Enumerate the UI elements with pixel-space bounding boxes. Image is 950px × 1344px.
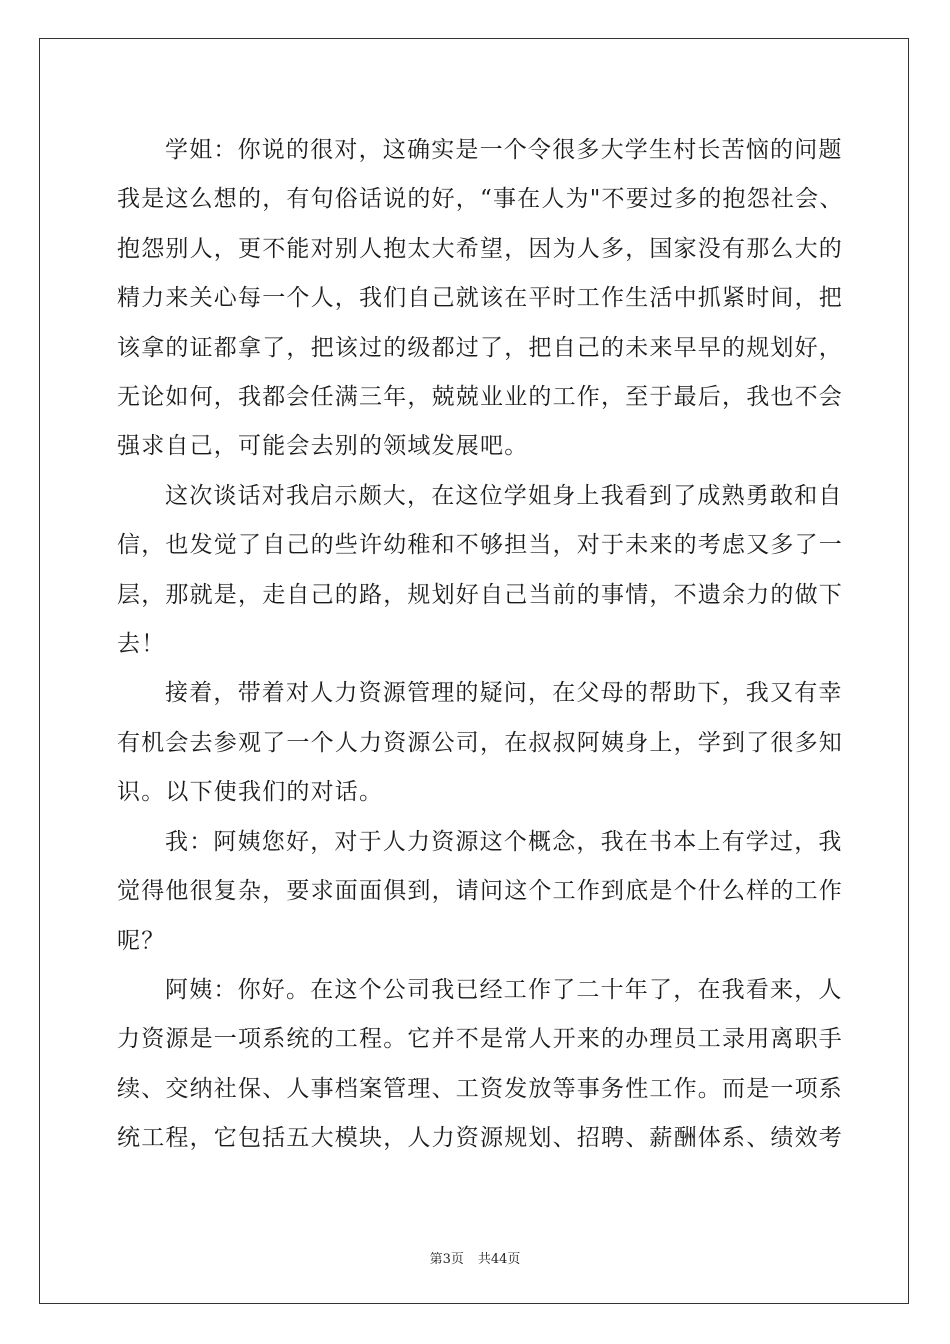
text-line: 续、交纳社保、人事档案管理、工资发放等事务性工作。而是一项系	[117, 1075, 843, 1102]
paragraph	[117, 126, 844, 472]
text-line: 抱怨别人，更不能对别人抱太大希望，因为人多，国家没有那么大的	[117, 235, 843, 262]
page-total: 共44页	[477, 1252, 521, 1267]
text-line: 我：阿姨您好，对于人力资源这个概念，我在书本上有学过，我	[165, 828, 843, 855]
text-line: 阿姨：你好。在这个公司我已经工作了二十年了，在我看来，人	[165, 976, 843, 1003]
text-line: 去！	[117, 631, 166, 658]
text-line: 信，也发觉了自己的些许幼稚和不够担当，对于未来的考虑又多了一	[117, 532, 843, 559]
text-line: 呢？	[117, 927, 166, 954]
text-line: 学姐：你说的很对，这确实是一个令很多大学生村长苦恼的问题	[165, 137, 843, 163]
text-line: 这次谈话对我启示颇大，在这位学姐身上我看到了成熟勇敢和自	[165, 482, 843, 509]
text-line: 接着，带着对人力资源管理的疑问，在父母的帮助下，我又有幸	[165, 680, 843, 707]
text-line: 我是这么想的，有句俗话说的好，“事在人为"不要过多的抱怨社会、	[117, 186, 844, 213]
text-line: 精力来关心每一个人，我们自己就该在平时工作生活中抓紧时间，把	[117, 285, 843, 312]
text-line: 识。以下使我们的对话。	[117, 779, 384, 806]
text-line: 该拿的证都拿了，把该过的级都过了，把自己的未来早早的规划好，	[117, 334, 843, 361]
page-number: 第3页	[429, 1252, 464, 1267]
paragraph	[117, 966, 843, 1164]
text-line: 觉得他很复杂，要求面面俱到，请问这个工作到底是个什么样的工作	[117, 878, 843, 905]
paragraph	[117, 818, 843, 966]
document-body	[117, 126, 844, 1164]
text-line: 无论如何，我都会任满三年，兢兢业业的工作，至于最后，我也不会	[117, 384, 843, 411]
text-line: 统工程，它包括五大模块，人力资源规划、招聘、薪酬体系、绩效考	[117, 1125, 843, 1152]
text-line: 力资源是一项系统的工程。它并不是常人开来的办理员工录用离职手	[117, 1026, 843, 1053]
paragraph	[117, 472, 843, 670]
paragraph	[117, 669, 843, 817]
page-footer	[0, 1248, 950, 1267]
text-line: 有机会去参观了一个人力资源公司，在叔叔阿姨身上，学到了很多知	[117, 729, 843, 756]
text-line: 层，那就是，走自己的路，规划好自己当前的事情，不遗余力的做下	[117, 581, 843, 608]
text-line: 强求自己，可能会去别的领域发展吧。	[117, 433, 529, 460]
